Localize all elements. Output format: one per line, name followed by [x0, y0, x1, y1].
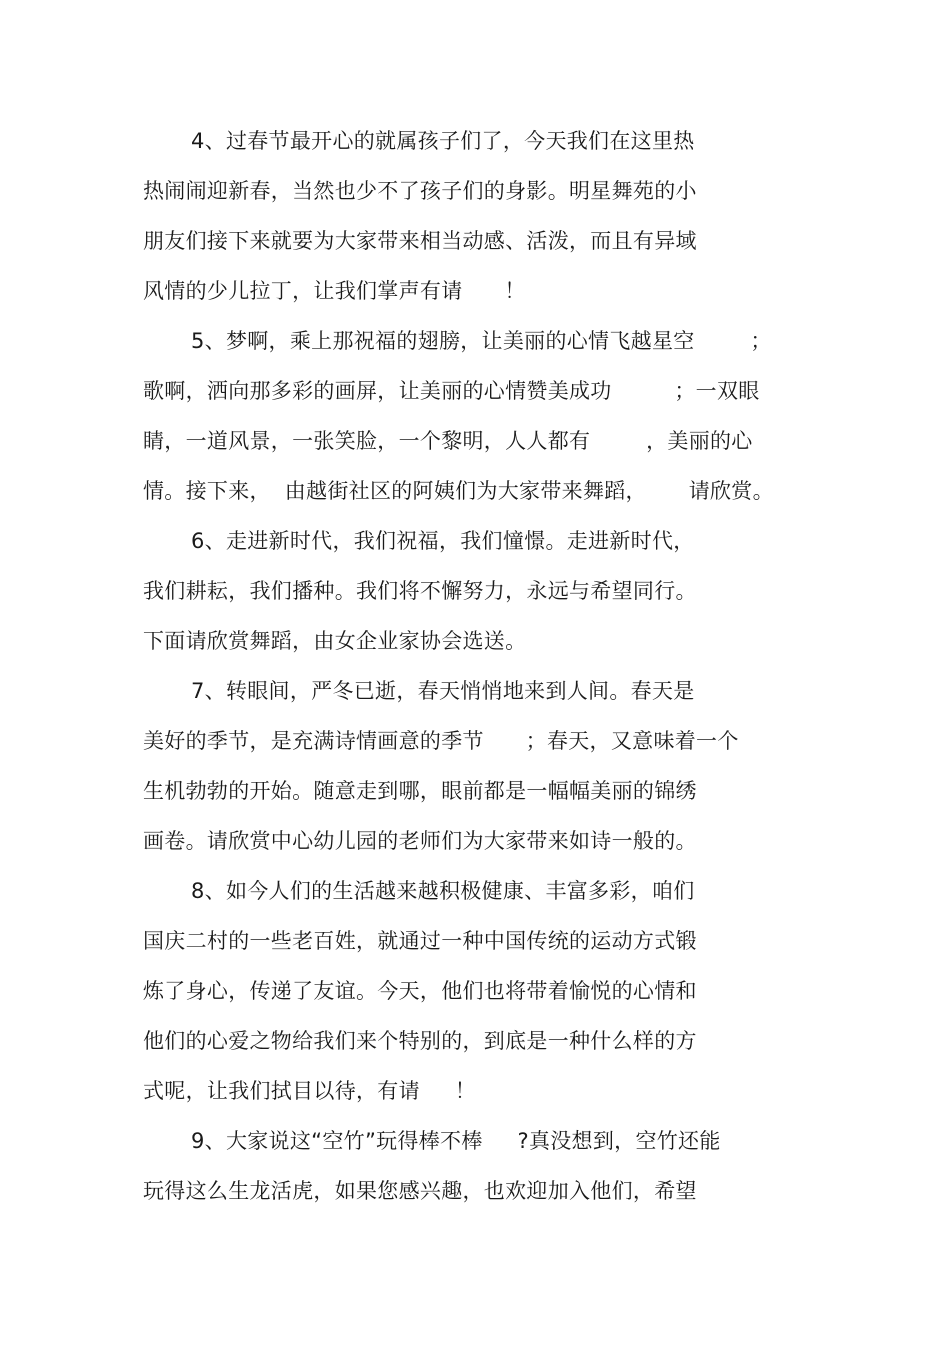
text-line: 下面请欣赏舞蹈，由女企业家协会选送。	[143, 629, 527, 653]
text-line: 7、转眼间，严冬已逝，春天悄悄地来到人间。春天是	[191, 679, 695, 703]
text-line: 4、过春节最开心的就属孩子们了，今天我们在这里热	[191, 129, 695, 153]
text-line: 风情的少儿拉丁，让我们掌声有请 ！	[143, 279, 526, 303]
text-line: 生机勃勃的开始。随意走到哪，眼前都是一幅幅美丽的锦绣	[143, 779, 697, 803]
text-line: 6、走进新时代，我们祝福，我们憧憬。走进新时代，	[191, 529, 695, 553]
text-line: 歌啊，洒向那多彩的画屏，让美丽的心情赞美成功 ；一双眼	[143, 379, 760, 403]
text-line: 他们的心爱之物给我们来个特别的，到底是一种什么样的方	[143, 1029, 697, 1053]
text-line: 国庆二村的一些老百姓，就通过一种中国传统的运动方式锻	[143, 929, 697, 953]
text-line: 画卷。请欣赏中心幼儿园的老师们为大家带来如诗一般的。	[143, 829, 697, 853]
text-line: 玩得这么生龙活虎，如果您感兴趣，也欢迎加入他们，希望	[143, 1179, 697, 1203]
text-line: 美好的季节，是充满诗情画意的季节 ；春天，又意味着一个	[143, 729, 739, 753]
text-line: 炼了身心，传递了友谊。今天，他们也将带着愉悦的心情和	[143, 979, 697, 1003]
text-line: 热闹闹迎新春，当然也少不了孩子们的身影。明星舞苑的小	[143, 179, 697, 203]
text-line: 朋友们接下来就要为大家带来相当动感、活泼，而且有异域	[143, 229, 697, 253]
text-line: 8、如今人们的生活越来越积极健康、丰富多彩，咱们	[191, 879, 695, 903]
text-line: 9、大家说这“空竹”玩得棒不棒 ?真没想到，空竹还能	[191, 1129, 721, 1153]
text-line: 睛，一道风景，一张笑脸，一个黎明，人人都有 ，美丽的心	[143, 429, 753, 453]
text-line: 5、梦啊，乘上那祝福的翅膀，让美丽的心情飞越星空 ；	[191, 329, 772, 353]
text-line: 情。接下来， 由越街社区的阿姨们为大家带来舞蹈， 请欣赏。	[143, 479, 774, 503]
text-line: 我们耕耘，我们播种。我们将不懈努力，永远与希望同行。	[143, 579, 697, 603]
text-line: 式呢，让我们拭目以待，有请 ！	[143, 1079, 477, 1103]
